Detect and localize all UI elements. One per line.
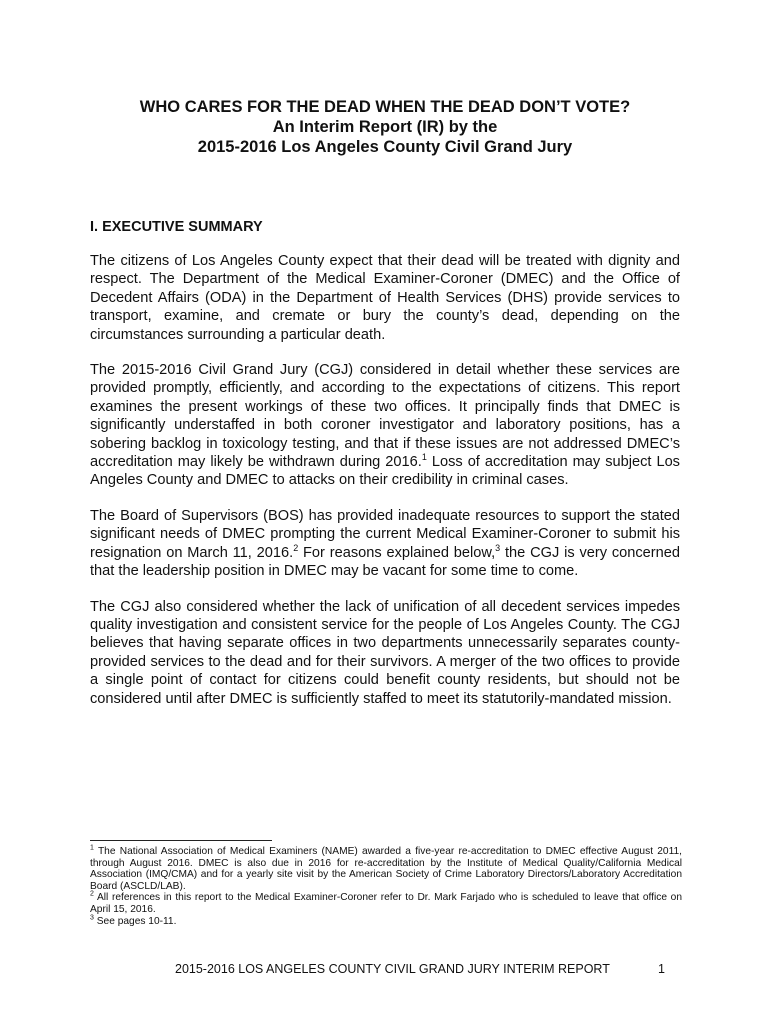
footnotes [90, 846, 682, 927]
footnote-1-text: The National Association of Medical Examiners (NAME) awarded a five-year re-accreditation to DMEC effective August 2011, through August 2016. DMEC is also due in 2016 for re-accreditation by the Institute of Medical Quality/California Medical Association (IMQ/CMA) and for a yearly site visit by the American Society of Crime Laboratory Directors/Laboratory Accreditation Board (ASCLD/LAB). [90, 846, 682, 892]
paragraph-3 [90, 507, 680, 581]
report-title [90, 97, 680, 157]
paragraph-2-text-b: Loss of accreditation may subject Los Angeles County and DMEC to attacks on their credibility in criminal cases. [90, 454, 680, 489]
footnote-divider [90, 840, 272, 841]
title-line-1: WHO CARES FOR THE DEAD WHEN THE DEAD DON’T VOTE? [139, 98, 631, 116]
paragraph-3-text-a: The Board of Supervisors (BOS) has provided inadequate resources to support the stated significant needs of DMEC prompting the current Medical Examiner-Coroner to submit his resignation on March 11, 2016. [90, 507, 680, 561]
footnote-3-number: 3 [90, 914, 94, 922]
footnote-1-number: 1 [90, 844, 94, 852]
footnote-2-number: 2 [90, 890, 94, 898]
footnote-ref-1[interactable]: 1 [421, 452, 427, 463]
footnote-3 [90, 916, 682, 928]
body-text [90, 252, 680, 725]
page-number: 1 [658, 962, 665, 976]
paragraph-1: The citizens of Los Angeles County expect that their dead will be treated with dignity and respect. The Department of the Medical Examiner-Coroner (DMEC) and the Office of Decedent Affairs (ODA) in the Department of Health Services (DHS) provide services to transport, examine, and cremate or bury the county’s dead, depending on the circumstances surrounding a particular death. [90, 253, 680, 343]
paragraph-4: The CGJ also considered whether the lack of unification of all decedent services impedes quality investigation and consistent service for the people of Los Angeles County. The CGJ believes that having separate offices in two departments unnecessarily separates county-provided services to the dead and for their survivors. A merger of the two offices to provide a single point of contact for citizens could benefit county residents, but should not be considered until after DMEC is sufficiently staffed to meet its statutorily-mandated mission. [90, 598, 680, 707]
paragraph-3-text-b: For reasons explained below, [298, 544, 496, 561]
footnote-3-text: See pages 10-11. [93, 915, 177, 927]
footnote-ref-2[interactable]: 2 [293, 542, 299, 553]
title-line-2: An Interim Report (IR) by the [272, 118, 498, 136]
title-line-3: 2015-2016 Los Angeles County Civil Grand Jury [197, 138, 573, 156]
page-footer: 2015-2016 LOS ANGELES COUNTY CIVIL GRAND JURY INTERIM REPORT [175, 962, 610, 976]
paragraph-2-text-a: The 2015-2016 Civil Grand Jury (CGJ) considered in detail whether these services are provided promptly, efficiently, and according to the expectations of citizens. This report examines the present workings of these two offices. It principally finds that DMEC is significantly understaffed in both coroner investigator and laboratory positions, has a sobering backlog in toxicology testing, and that if these issues are not addressed DMEC’s accreditation may likely be withdrawn during 2016. [90, 362, 680, 471]
footnote-2-text: All references in this report to the Medical Examiner-Coroner refer to Dr. Mark Farjado who is scheduled to leave that office on April 15, 2016. [90, 892, 682, 915]
section-heading: I. EXECUTIVE SUMMARY [90, 219, 263, 235]
paragraph-2 [90, 361, 680, 490]
footnote-2 [90, 892, 682, 915]
footnote-ref-3[interactable]: 3 [495, 542, 501, 553]
footnote-1 [90, 846, 682, 892]
paragraph-3-text-c: the CGJ is very concerned that the leadership position in DMEC may be vacant for some time to come. [90, 544, 681, 580]
